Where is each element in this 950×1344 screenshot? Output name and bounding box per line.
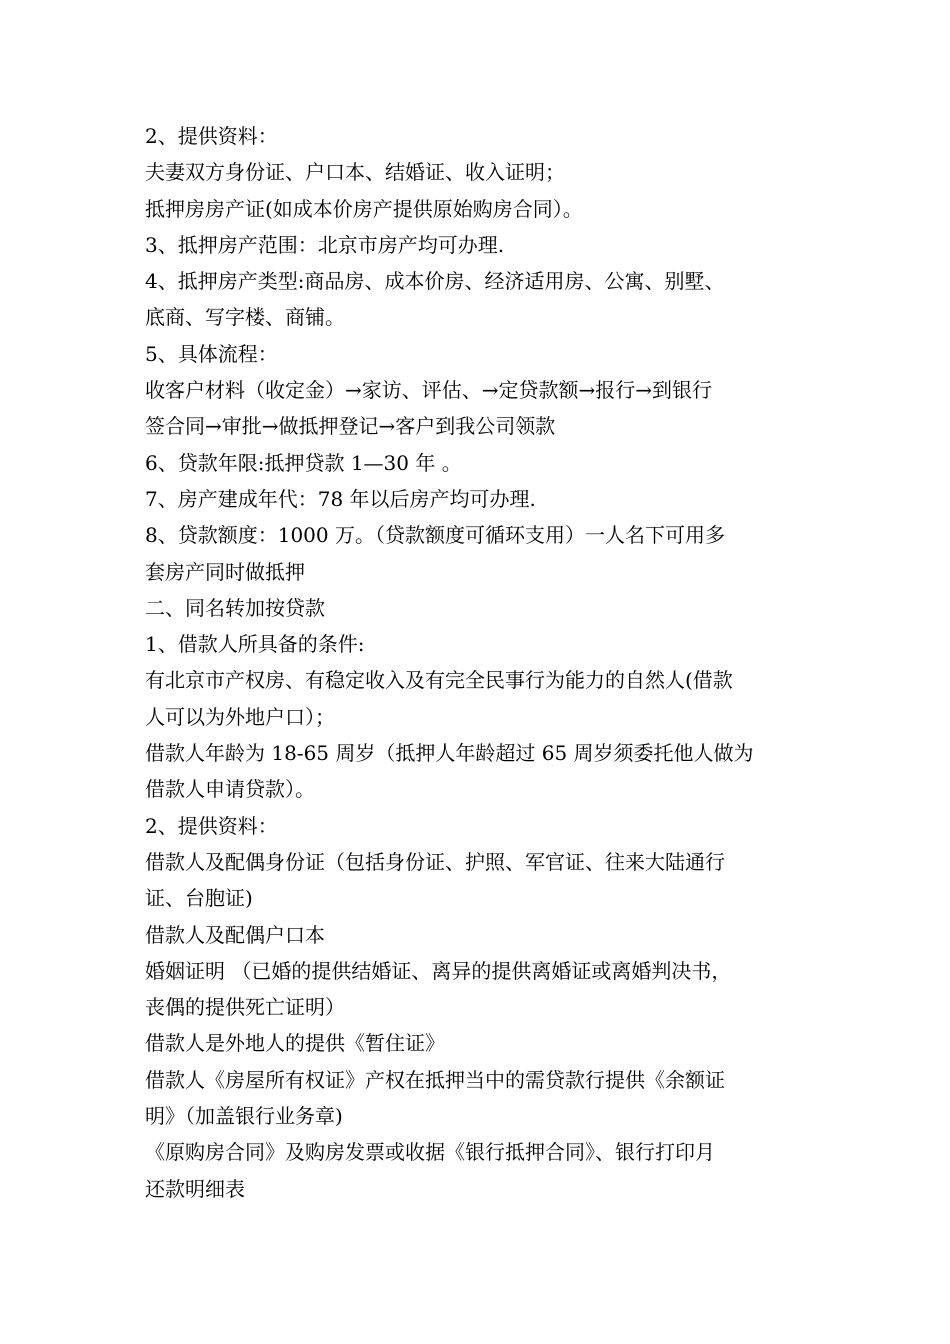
text-line: 6、贷款年限:抵押贷款 1—30 年 。: [145, 450, 462, 475]
text-line: 证、台胞证): [145, 886, 253, 911]
text-line: 借款人及配偶户口本: [145, 922, 325, 947]
text-line: 4、抵押房产类型:商品房、成本价房、经济适用房、公寓、别墅、: [145, 269, 725, 294]
text-line: 3、抵押房产范围：北京市房产均可办理.: [145, 232, 505, 257]
text-line: 7、房产建成年代：78 年以后房产均可办理.: [145, 486, 536, 511]
text-line: 《原购房合同》及购房发票或收据《银行抵押合同》、银行打印月: [145, 1140, 715, 1165]
text-line: 签合同→审批→做抵押登记→客户到我公司领款: [145, 414, 556, 439]
text-line: 收客户材料（收定金）→家访、评估、→定贷款额→报行→到银行: [145, 378, 713, 403]
text-line: 借款人申请贷款）。: [145, 777, 315, 802]
text-line: 婚姻证明 （已婚的提供结婚证、离异的提供离婚证或离婚判决书，: [145, 958, 732, 983]
text-line: 2、提供资料：: [145, 124, 278, 148]
text-line: 借款人年龄为 18-65 周岁（抵押人年龄超过 65 周岁须委托他人做为: [145, 741, 754, 766]
text-line: 借款人及配偶身份证（包括身份证、护照、军官证、往来大陆通行: [145, 849, 725, 874]
document-body: [145, 118, 815, 1207]
text-line: 8、贷款额度：1000 万。（贷款额度可循环支用）一人名下可用多: [145, 523, 725, 548]
text-line: 5、具体流程：: [145, 341, 278, 366]
text-line: 还款明细表: [145, 1176, 245, 1201]
text-line: 借款人是外地人的提供《暂住证》: [145, 1031, 445, 1056]
text-line: 人可以为外地户口）；: [145, 704, 335, 729]
text-line: 夫妻双方身份证、户口本、结婚证、收入证明；: [145, 160, 565, 185]
text-line: 有北京市产权房、有稳定收入及有完全民事行为能力的自然人(借款: [145, 668, 733, 693]
text-line: 2、提供资料：: [145, 813, 278, 838]
text-line: 明》（加盖银行业务章): [145, 1104, 343, 1129]
text-line: 套房产同时做抵押: [145, 559, 305, 584]
text-line: 抵押房房产证(如成本价房产提供原始购房合同）。: [145, 196, 583, 221]
text-line: 丧偶的提供死亡证明）: [145, 995, 345, 1020]
text-line: 底商、写字楼、商铺。: [145, 305, 345, 330]
section-heading: 二、同名转加按贷款: [145, 595, 325, 620]
text-line: 借款人《房屋所有权证》产权在抵押当中的需贷款行提供《余额证: [145, 1067, 725, 1092]
text-line: 1、借款人所具备的条件:: [145, 632, 365, 657]
